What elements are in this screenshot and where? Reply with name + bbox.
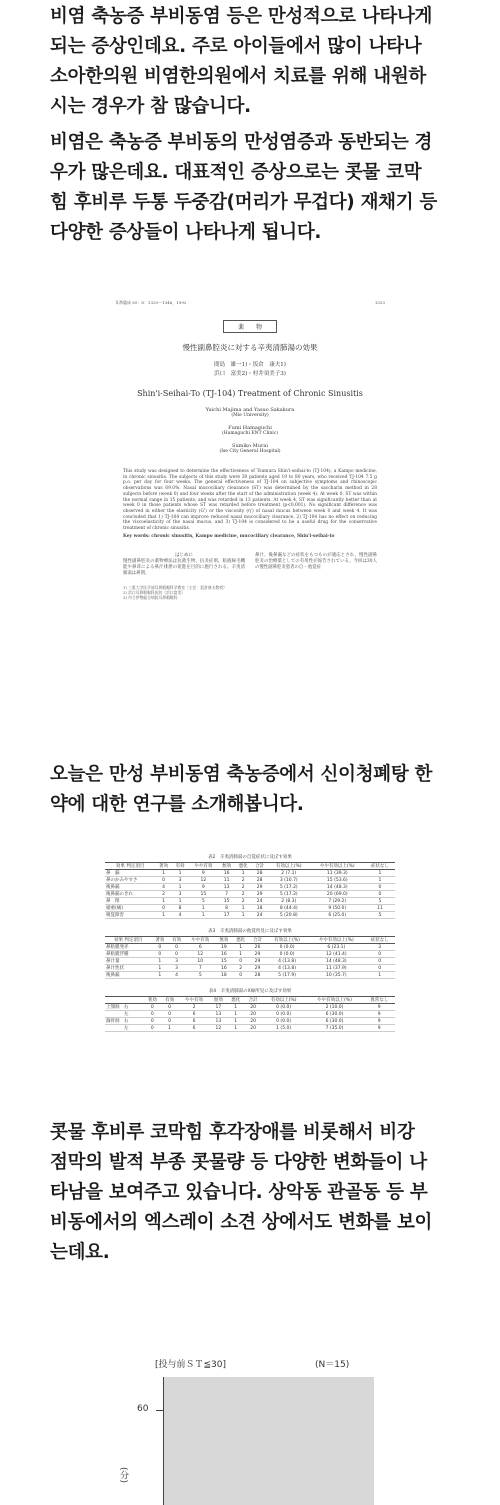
table-cell: 1: [172, 870, 189, 877]
table-cell: 13: [218, 884, 235, 891]
table-cell: 15: [218, 898, 235, 905]
table-row: [105, 905, 395, 912]
intro-paragraph: 비염 축농증 부비동염 등은 만성적으로 나타나게 되는 증상인데요. 주로 아이들에서 많이 나타나 소아한의원 비염한의원에서 치료를 위해 내원하 시는 경우가 참 많습니다.: [50, 6, 433, 117]
table-row: [105, 1004, 395, 1011]
table-row: [105, 884, 395, 891]
table-cell: 0: [364, 958, 395, 965]
table-cell: 0: [168, 951, 185, 958]
table-header-cell: 有効以上(%): [262, 997, 306, 1004]
footnote-2: 2) 浜口耳鼻咽喉科医院（浜口富美）: [123, 589, 186, 595]
affiliation-2: (Hamaguchi ENT Clinic): [222, 431, 278, 436]
table-cell: 4: [155, 884, 172, 891]
table-cell: 2: [235, 898, 252, 905]
table-cell: 5: [188, 898, 218, 905]
table-cell: 12: [210, 1025, 227, 1032]
figure-plot-area: [163, 1377, 374, 1505]
journal-citation: 耳鼻臨床 85：8：1333～1346，1992: [115, 300, 187, 305]
table-row: [105, 1025, 395, 1032]
table-cell: 17: [210, 1004, 227, 1011]
intro-text-right: 鼻汁、後鼻漏などの症状をもつものが適応とされ、慢性副鼻腔炎の治療薬としての有用性が報告されている。今回は30人の慢性副鼻腔炎患者の自・他覚症: [255, 553, 377, 570]
table-cell: 29: [249, 958, 266, 965]
table-cell: 0: [232, 958, 249, 965]
table-cell: 0: [232, 972, 249, 979]
y-tick-mark: [156, 1410, 163, 1411]
results-tables-scan: [105, 848, 395, 1048]
table-cell: 6: [178, 1025, 210, 1032]
table-cell: 7 (29.2): [310, 898, 365, 905]
table-header-cell: 悪化: [235, 863, 252, 870]
authors-jp-1: 間島 雄一1)・坂倉 康夫1): [214, 362, 286, 368]
table-cell: 上顎洞 右: [105, 1004, 144, 1011]
table-cell: 嗅覚障害: [105, 912, 155, 919]
table2: [105, 862, 395, 919]
table-header-cell: 合計: [249, 937, 266, 944]
table-cell: 3: [168, 958, 185, 965]
table-cell: 0 (0.0): [262, 1011, 306, 1018]
table-cell: 12: [188, 877, 218, 884]
table-header-cell: [105, 997, 144, 1004]
table-cell: 鼻粘膜発赤: [105, 944, 151, 951]
table-cell: 5: [365, 898, 395, 905]
table-row: [105, 944, 395, 951]
table-cell: 左: [105, 1011, 144, 1018]
table-cell: 9 (50.0): [310, 905, 365, 912]
table-row: [105, 877, 395, 884]
table-cell: 6 (30.0): [306, 1011, 364, 1018]
table-cell: 0: [168, 944, 185, 951]
table-header-cell: 効果 判定項目: [105, 863, 155, 870]
table-header-cell: 合計: [244, 997, 261, 1004]
table-cell: 16: [216, 951, 233, 958]
table-cell: 後鼻漏: [105, 884, 155, 891]
table-cell: 0: [364, 965, 395, 972]
table-cell: 鼻粘膜浮腫: [105, 951, 151, 958]
table-cell: 1: [151, 972, 168, 979]
table-cell: 2: [235, 877, 252, 884]
table-cell: 7: [185, 965, 216, 972]
table-header-cell: やや有効: [185, 937, 216, 944]
table-cell: 12: [185, 951, 216, 958]
table-row: [105, 912, 395, 919]
table-cell: 4 (13.8): [266, 965, 308, 972]
table-cell: 18: [216, 972, 233, 979]
table-cell: 2: [232, 965, 249, 972]
table-cell: 3 (10.7): [268, 877, 310, 884]
table-cell: 鼻のかみやすさ: [105, 877, 155, 884]
table-cell: 0 (0.0): [262, 1004, 306, 1011]
paper-scan: [115, 290, 385, 670]
table-cell: 1: [188, 912, 218, 919]
author-3: Sumiko Murai: [232, 443, 268, 449]
table-cell: 28: [251, 870, 268, 877]
table-cell: 1: [151, 958, 168, 965]
table3: [105, 936, 395, 979]
table3-title: 表3 辛夷清肺湯の他覚所見に及ぼす効果: [208, 929, 292, 934]
table-header-cell: 悪化: [227, 997, 244, 1004]
table-cell: 2 (8.3): [268, 898, 310, 905]
table-cell: 1: [172, 884, 189, 891]
table-cell: 0 (0.0): [266, 944, 308, 951]
page-number: 1333: [374, 300, 385, 305]
table-cell: 20: [244, 1004, 261, 1011]
table-cell: 28: [249, 972, 266, 979]
table-cell: 2: [178, 1004, 210, 1011]
table-cell: 1: [155, 898, 172, 905]
table-row: [105, 965, 395, 972]
table-header-cell: 合計: [251, 863, 268, 870]
table-cell: 15 (53.6): [310, 877, 365, 884]
table-cell: 4: [172, 912, 189, 919]
table-cell: 1: [227, 1018, 244, 1025]
table-cell: 鼻 漏: [105, 870, 155, 877]
table-row: [105, 958, 395, 965]
table-cell: 0: [155, 905, 172, 912]
table-cell: 1: [365, 870, 395, 877]
table-row: [105, 1018, 395, 1025]
footnote-3: 3) 市立伊勢総合病院耳鼻咽喉科: [123, 594, 178, 600]
table-cell: 1: [227, 1004, 244, 1011]
table-header-cell: やや有効以上(%): [308, 937, 364, 944]
table2-title: 表2 辛夷清肺湯の自覚症状に及ぼす効果: [208, 855, 292, 860]
table-cell: 9: [363, 1018, 395, 1025]
table-cell: 8: [172, 905, 189, 912]
table-cell: 0 (0.0): [262, 1018, 306, 1025]
table-cell: 29: [249, 965, 266, 972]
table-cell: 19: [216, 944, 233, 951]
paper-title-jp: 慢性副鼻腔炎に対する辛夷清肺湯の効果: [182, 343, 318, 352]
table-cell: 11 (37.9): [308, 965, 364, 972]
table-header-cell: 著効: [151, 937, 168, 944]
authors-jp-2: 浜口 富美2)・村井須美子3): [214, 371, 286, 377]
table-cell: 13: [210, 1011, 227, 1018]
table-header-cell: 有効: [168, 937, 185, 944]
table-cell: 1: [235, 912, 252, 919]
table-cell: 3: [168, 965, 185, 972]
table-header-cell: 症状なし: [364, 937, 395, 944]
table-header-cell: 異常なし: [363, 997, 395, 1004]
table-cell: 16: [218, 870, 235, 877]
table-cell: 0 (0.0): [266, 951, 308, 958]
table4: [105, 996, 395, 1032]
table-cell: 20: [244, 1018, 261, 1025]
table-header-cell: やや有効以上(%): [310, 863, 365, 870]
table-header-cell: 著効: [144, 997, 161, 1004]
paper-title-en: Shin'i-Seihai-To (TJ-104) Treatment of Chronic Sinusitis: [137, 389, 363, 398]
table-cell: 0: [144, 1004, 161, 1011]
table-cell: 7 (35.0): [306, 1025, 364, 1032]
table-cell: 3: [172, 891, 189, 898]
table-cell: 16: [216, 965, 233, 972]
table-header-cell: 無効: [216, 937, 233, 944]
table-cell: 1: [364, 972, 395, 979]
table-cell: 0: [144, 1011, 161, 1018]
figure-scan: [115, 1355, 405, 1505]
table-cell: 2: [155, 891, 172, 898]
table-cell: 9: [363, 1011, 395, 1018]
table-cell: 5 (20.8): [268, 912, 310, 919]
table-cell: 9: [363, 1025, 395, 1032]
table-cell: 3: [364, 944, 395, 951]
table-cell: 6: [178, 1018, 210, 1025]
table-cell: 20: [244, 1025, 261, 1032]
table-cell: 29: [251, 884, 268, 891]
table-cell: 鼻 閉: [105, 898, 155, 905]
table-header-cell: 有効: [161, 997, 178, 1004]
table-cell: 1: [227, 1011, 244, 1018]
table-cell: 2: [235, 884, 252, 891]
table-cell: 6 (25.0): [310, 912, 365, 919]
table-cell: 17: [218, 912, 235, 919]
table-header-cell: 効果 判定項目: [105, 937, 151, 944]
table-cell: 1: [235, 905, 252, 912]
table-row: [105, 891, 395, 898]
table-header-cell: やや有効以上(%): [306, 997, 364, 1004]
table-cell: 5 (17.2): [268, 891, 310, 898]
table-cell: 6 (23.1): [308, 944, 364, 951]
table-cell: 5 (17.2): [268, 884, 310, 891]
table-cell: 8 (44.4): [268, 905, 310, 912]
table-cell: 1: [365, 877, 395, 884]
table-row: [105, 951, 395, 958]
table-cell: 1: [235, 870, 252, 877]
table-cell: 1: [172, 898, 189, 905]
table4-title: 表4 辛夷清肺湯のX線所見に及ぼす効果: [208, 989, 292, 994]
table-cell: 29: [249, 951, 266, 958]
table-cell: 28: [251, 877, 268, 884]
table-cell: 1: [161, 1025, 178, 1032]
table-cell: 1: [232, 944, 249, 951]
table-cell: 10: [185, 958, 216, 965]
table-cell: 9: [363, 1004, 395, 1011]
table-cell: 5 (17.9): [266, 972, 308, 979]
table-cell: 14 (48.3): [310, 884, 365, 891]
table-cell: 6: [178, 1011, 210, 1018]
table-cell: 0: [155, 877, 172, 884]
y-axis-unit: (分): [118, 1467, 128, 1484]
table-cell: 20: [244, 1011, 261, 1018]
table-cell: 2 (7.1): [268, 870, 310, 877]
table-cell: 10 (35.7): [308, 972, 364, 979]
table-cell: 9: [188, 884, 218, 891]
table-cell: 0: [144, 1025, 161, 1032]
table-cell: 後鼻漏: [105, 972, 151, 979]
table-cell: 18: [251, 905, 268, 912]
table-cell: 0: [161, 1011, 178, 1018]
table-row: [105, 898, 395, 905]
table-cell: 0: [365, 884, 395, 891]
table-cell: 後鼻漏のきれ: [105, 891, 155, 898]
table-header-cell: 無効: [218, 863, 235, 870]
section-label: 薬 物: [223, 320, 277, 333]
table-cell: 24: [251, 898, 268, 905]
abstract-text: This study was designed to determine the effectiveness of Tsumura Shin'i-seihai-to (TJ-104), a Kampo medicine, in chronic sinusitis. The subjects of this study were 30 patients aged 19 to 80 years, who received TJ-104 7.5 g p.o. per day for four weeks. The general effectiveness of TJ-104 on subjective symptoms and rhinoscopic observations was 69.0%. Nasal mucociliary clearance (ST) was determined by the saccharin method in 28 subjects before (week 0) and four weeks after the start of the administration (week 4). At week 0, ST was within the normal range in 15 patients, and was retarded in 13 patients. At week 4, ST was significantly better than at week 0 in those patients whose ST was retarded before treatment (p<0.001). No significant difference was observed in either the elasticity (G') or the viscosity (η') of nasal mucus between week 0 and week 4. It was concluded that 1) TJ-104 can improve reduced nasal mucociliary clearance, 2) TJ-104 has no effect on reducing the viscoelasticity of the nasal mucus, and 3) TJ-104 is considered to be a useful drug for the conservative treatment of chronic sinusitis.: [123, 469, 377, 532]
table-cell: 20 (69.0): [310, 891, 365, 898]
author-1: Yuichi Majima and Yasuo Sakakura: [205, 407, 295, 413]
table-cell: 9: [188, 870, 218, 877]
table-cell: 11: [218, 877, 235, 884]
table-header-cell: 有効以上(%): [266, 937, 308, 944]
affiliation-3: (Ise City General Hospital): [219, 449, 281, 454]
figure-title: [投与前ＳＴ≦30]: [155, 1360, 227, 1370]
table-cell: 2: [235, 891, 252, 898]
symptoms-paragraph: 비염은 축농증 부비동의 만성염증과 동반되는 경 우가 많은데요. 대표적인 증상으로는 콧물 코막 힘 후비루 두통 두중감(머리가 무겁다) 재채기 등 다양한 증상들이 나타나게 됩니다.: [50, 132, 438, 243]
table-cell: 5: [365, 912, 395, 919]
table-row: [105, 1011, 395, 1018]
table-cell: 29: [251, 891, 268, 898]
table-cell: 2 (10.0): [306, 1004, 364, 1011]
table-cell: 1: [151, 965, 168, 972]
intro-heading: はじめに: [175, 553, 193, 559]
table-cell: 12 (41.4): [308, 951, 364, 958]
table-cell: 7: [218, 891, 235, 898]
keywords: Key words: chronic sinusitis, Kampo medicine, mucociliary clearance, Shin'i-seihai-to: [123, 533, 335, 539]
table-cell: 4: [168, 972, 185, 979]
table-header-cell: 著効: [155, 863, 172, 870]
figure-n: (N＝15): [315, 1360, 350, 1370]
author-2: Fumi Hamaguchi: [228, 425, 272, 431]
table-cell: 0: [161, 1018, 178, 1025]
table-header-cell: 無効: [210, 997, 227, 1004]
table-cell: 鼻汁性状: [105, 965, 151, 972]
table-header-cell: やや有効: [188, 863, 218, 870]
results-paragraph: 콧물 후비루 코막힘 후각장애를 비롯해서 비강 점막의 발적 부종 콧물량 등 다양한 변화들이 나 타남을 보여주고 있습니다. 상악동 관골동 등 부 비동에서의 엑스레이 소견 상에서도 변화를 보이 는데요.: [50, 1122, 433, 1263]
table-cell: 24: [251, 912, 268, 919]
table-cell: 0: [364, 951, 395, 958]
table-cell: 鼻汁量: [105, 958, 151, 965]
table-cell: 4 (13.8): [266, 958, 308, 965]
table-cell: 1: [155, 870, 172, 877]
table-cell: 0: [151, 944, 168, 951]
study-intro-paragraph: 오늘은 만성 부비동염 축농증에서 신이청폐탕 한 약에 대한 연구를 소개해봅니다.: [50, 764, 433, 815]
table-cell: 8: [218, 905, 235, 912]
table-cell: 11 (39.3): [310, 870, 365, 877]
table-cell: 1: [227, 1025, 244, 1032]
table-cell: 0: [365, 891, 395, 898]
table-cell: 14 (48.3): [308, 958, 364, 965]
table-cell: 1 (5.0): [262, 1025, 306, 1032]
table-cell: 6: [185, 944, 216, 951]
table-cell: 0: [151, 951, 168, 958]
table-cell: 0: [144, 1018, 161, 1025]
table-cell: 頭重(痛): [105, 905, 155, 912]
table-header-cell: 症状なし: [365, 863, 395, 870]
table-cell: 15: [216, 958, 233, 965]
affiliation-1: (Mie University): [231, 413, 269, 418]
y-tick-60: 60: [137, 1404, 149, 1414]
intro-text-left: 慢性副鼻腔炎の薬物療法は抗菌生物、抗炎症剤、粘液線毛機能や鼻茸による鼻汁排泄の促進を目的に施行される。辛夷清肺湯は鼻閉、: [123, 559, 245, 576]
table-header-cell: 悪化: [232, 937, 249, 944]
table-header-cell: 有効: [172, 863, 189, 870]
table-cell: 1: [232, 951, 249, 958]
table-cell: 5: [185, 972, 216, 979]
table-cell: 11: [365, 905, 395, 912]
table-row: [105, 972, 395, 979]
table-header-cell: 有効以上(%): [268, 863, 310, 870]
table-cell: 13: [210, 1018, 227, 1025]
table-cell: 1: [188, 905, 218, 912]
table-cell: 26: [249, 944, 266, 951]
table-cell: 6 (30.0): [306, 1018, 364, 1025]
table-cell: 0: [161, 1004, 178, 1011]
table-header-cell: やや有効: [178, 997, 210, 1004]
footnote-1: 1) 三重大学医学部耳鼻咽喉科学教室（主任：坂倉康夫教授）: [123, 584, 227, 590]
table-cell: 篩骨洞 右: [105, 1018, 144, 1025]
table-row: [105, 870, 395, 877]
table-cell: 左: [105, 1025, 144, 1032]
table-cell: 3: [172, 877, 189, 884]
table-cell: 1: [155, 912, 172, 919]
table-cell: 15: [188, 891, 218, 898]
